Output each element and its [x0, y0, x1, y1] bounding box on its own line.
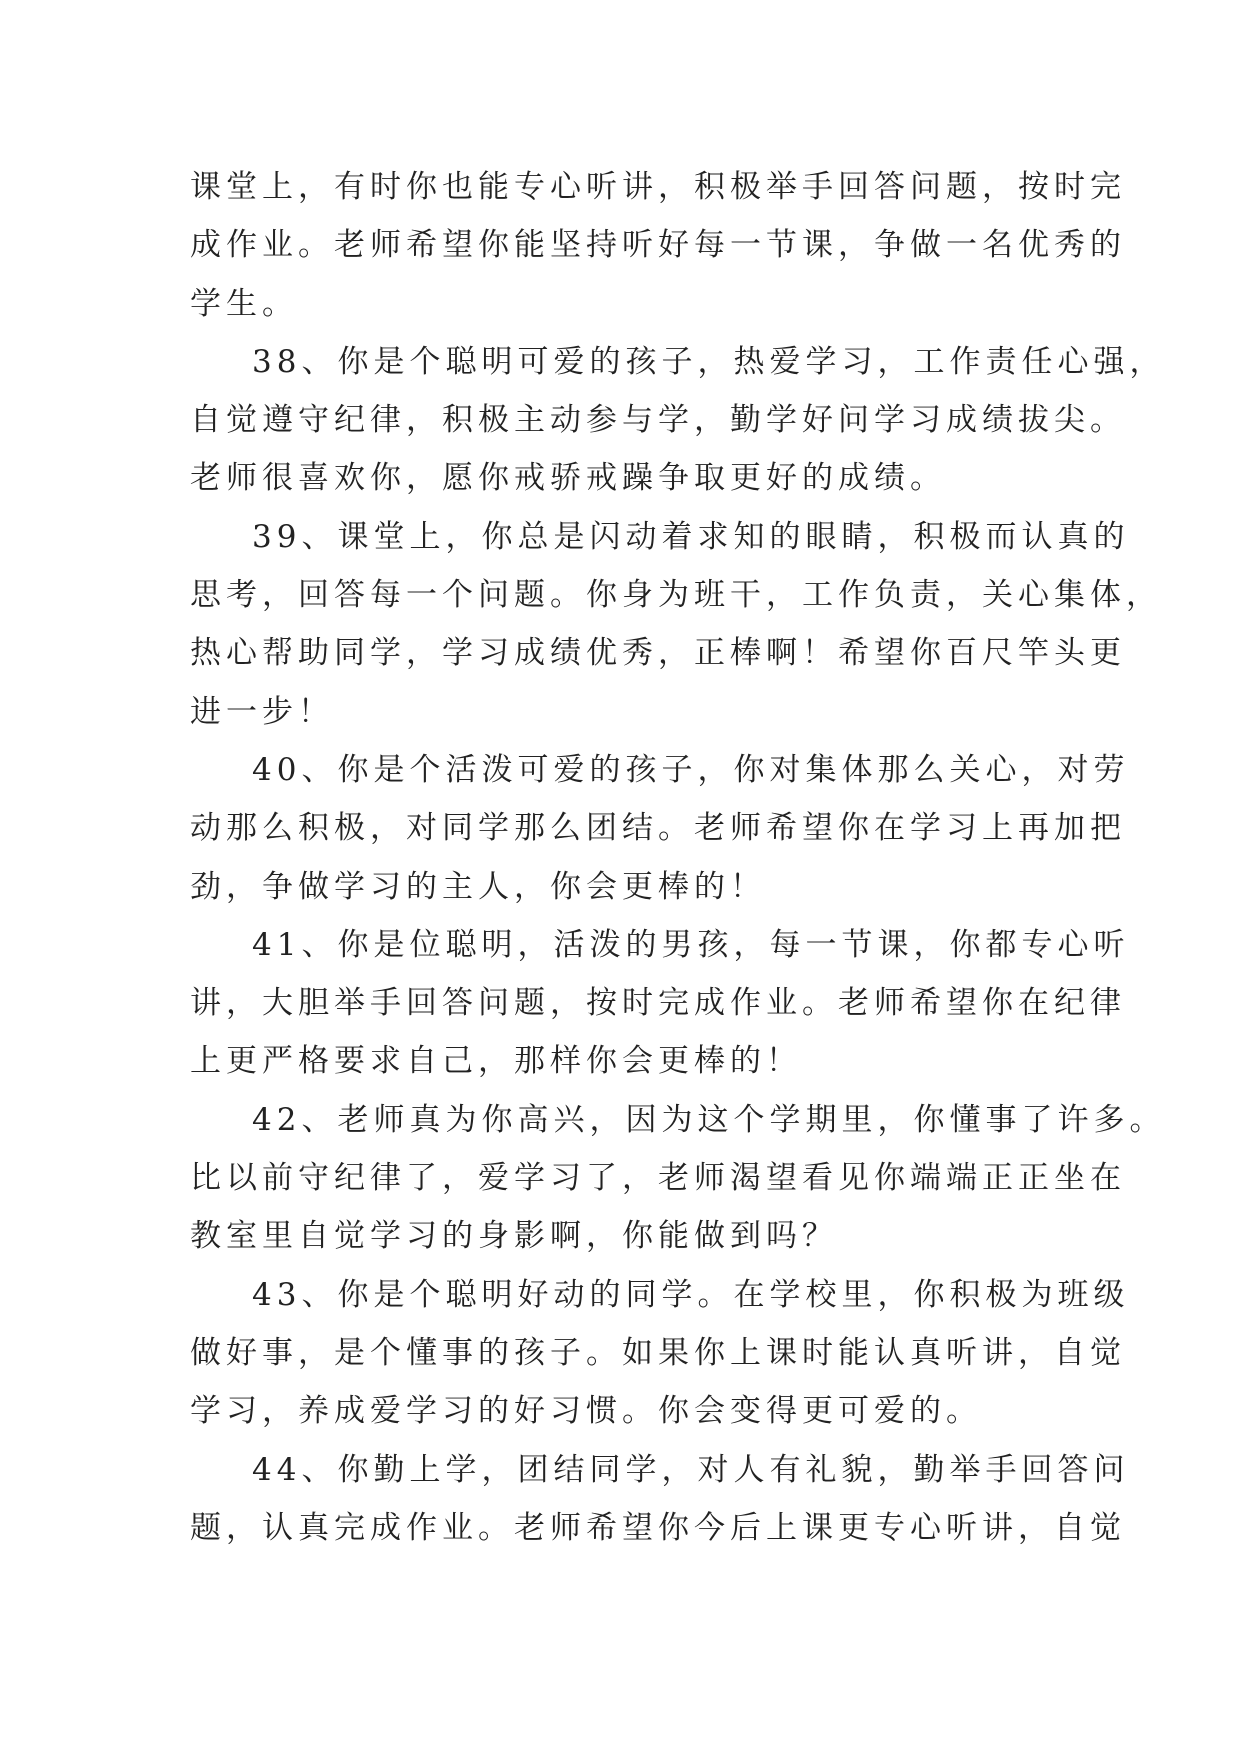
text-line: 劲，争做学习的主人，你会更棒的！ — [190, 868, 766, 905]
text-line: 做好事，是个懂事的孩子。如果你上课时能认真听讲，自觉 — [190, 1334, 1126, 1371]
text-line: 上更严格要求自己，那样你会更棒的！ — [190, 1043, 802, 1080]
text-line: 成作业。老师希望你能坚持听好每一节课，争做一名优秀的 — [190, 227, 1126, 264]
text-line: 学习，养成爱学习的好习惯。你会变得更可爱的。 — [190, 1393, 982, 1430]
paragraph-41-start: 41、你是位聪明，活泼的男孩，每一节课，你都专心听 — [252, 926, 1130, 963]
paragraph-40-start: 40、你是个活泼可爱的孩子，你对集体那么关心，对劳 — [252, 751, 1130, 788]
text-line: 讲，大胆举手回答问题，按时完成作业。老师希望你在纪律 — [190, 985, 1126, 1022]
text-line: 老师很喜欢你，愿你戒骄戒躁争取更好的成绩。 — [190, 460, 946, 497]
text-line: 进一步！ — [190, 693, 334, 730]
text-line: 教室里自觉学习的身影啊，你能做到吗？ — [190, 1218, 838, 1255]
document-body — [190, 158, 1166, 1557]
text-line: 热心帮助同学，学习成绩优秀，正棒啊！希望你百尺竿头更 — [190, 635, 1126, 672]
text-line: 自觉遵守纪律，积极主动参与学，勤学好问学习成绩拔尖。 — [190, 402, 1126, 439]
paragraph-43-start: 43、你是个聪明好动的同学。在学校里，你积极为班级 — [252, 1276, 1130, 1313]
paragraph-42-start: 42、老师真为你高兴，因为这个学期里，你懂事了许多。 — [252, 1101, 1166, 1138]
text-line: 课堂上，有时你也能专心听讲，积极举手回答问题，按时完 — [190, 169, 1126, 205]
text-line: 比以前守纪律了，爱学习了，老师渴望看见你端端正正坐在 — [190, 1160, 1126, 1197]
paragraph-38-start: 38、你是个聪明可爱的孩子，热爱学习，工作责任心强， — [252, 343, 1166, 380]
paragraph-39-start: 39、课堂上，你总是闪动着求知的眼睛，积极而认真的 — [252, 518, 1130, 555]
text-line: 题，认真完成作业。老师希望你今后上课更专心听讲，自觉 — [190, 1509, 1126, 1546]
text-line: 动那么积极，对同学那么团结。老师希望你在学习上再加把 — [190, 810, 1126, 847]
text-line: 思考，回答每一个问题。你身为班干，工作负责，关心集体， — [190, 577, 1162, 614]
paragraph-44-start: 44、你勤上学，团结同学，对人有礼貌，勤举手回答问 — [252, 1451, 1130, 1488]
text-line: 学生。 — [190, 285, 298, 322]
